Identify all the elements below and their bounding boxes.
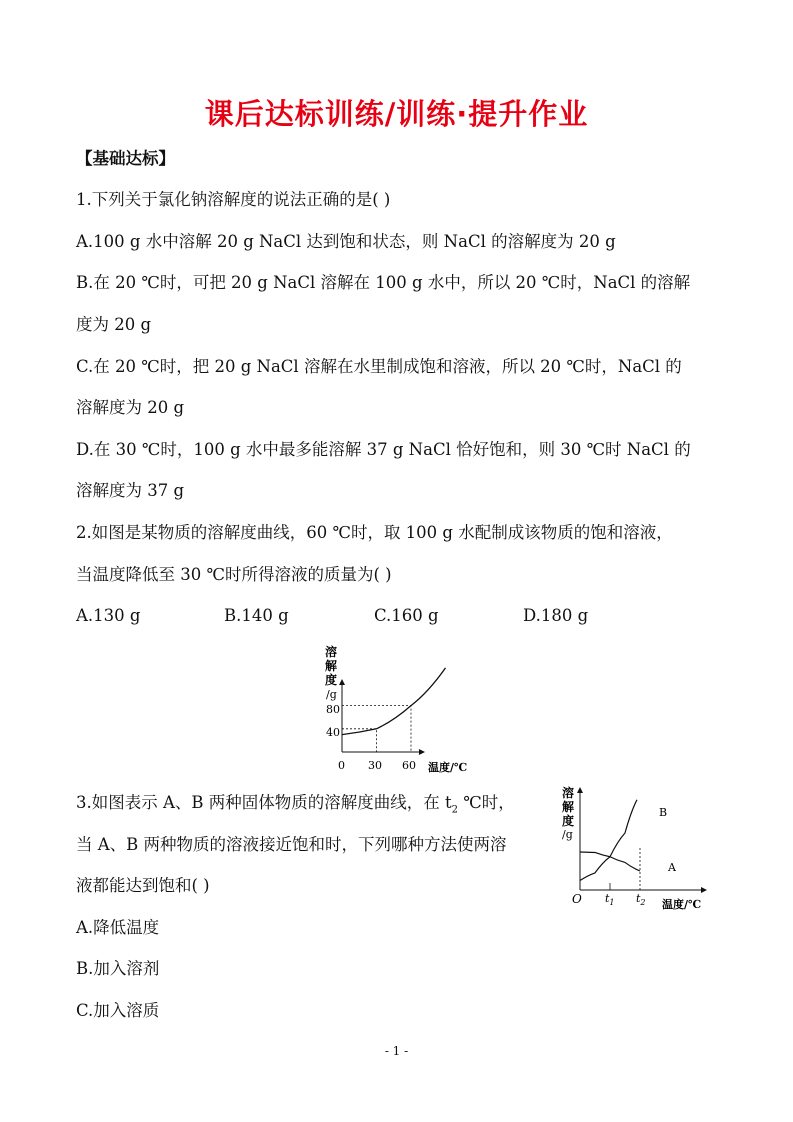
q1-option-d-line2: 溶解度为 37 g: [76, 481, 185, 500]
q2-option-c: C.160 g: [374, 606, 439, 625]
page-title: 课后达标训练/训练·提升作业: [204, 97, 589, 131]
q3-stem-end: ℃时，: [458, 793, 515, 812]
q3-stem-subscript: 2: [451, 804, 459, 816]
y-tick-label-40: 40: [326, 726, 340, 739]
y-label-char-1: 溶: [325, 645, 338, 659]
y-label-char-3: 度: [562, 814, 575, 828]
curve-b: [580, 800, 637, 881]
curve-a-label: A: [668, 861, 676, 874]
q3-stem-line1: [76, 793, 515, 820]
q2-solubility-chart: [318, 640, 478, 780]
origin-label: O: [572, 892, 582, 906]
q3-stem-line2: 当 A、B 两种物质的溶液接近饱和时，下列哪种方法使两溶: [76, 835, 507, 854]
solubility-curve: [342, 668, 446, 735]
q2-option-a: A.130 g: [76, 606, 141, 625]
q2-stem-line1: 2.如图是某物质的溶解度曲线，60 ℃时，取 100 g 水配制成该物质的饱和溶液，: [76, 523, 673, 542]
section-heading: 【基础达标】: [76, 149, 175, 168]
q1-option-b-line1: B.在 20 ℃时，可把 20 g NaCl 溶解在 100 g 水中，所以 20 ℃时，NaCl 的溶解: [76, 273, 691, 292]
q1-option-d-line1: D.在 30 ℃时，100 g 水中最多能溶解 37 g NaCl 恰好饱和，则 30 ℃时 NaCl 的: [76, 440, 691, 459]
q3-option-c: C.加入溶质: [76, 1001, 160, 1020]
q1-option-c-line2: 溶解度为 20 g: [76, 398, 185, 417]
q3-stem-line3: 液都能达到饱和( ): [76, 876, 210, 895]
q2-stem-line2: 当温度降低至 30 ℃时所得溶液的质量为( ): [76, 565, 392, 584]
curve-b-label: B: [659, 806, 668, 819]
q1-option-b-line2: 度为 20 g: [76, 315, 152, 334]
y-label-char-2: 解: [325, 659, 338, 673]
q2-option-d: D.180 g: [523, 606, 589, 625]
y-tick-label-80: 80: [326, 703, 340, 716]
q3-option-a: A.降低温度: [76, 918, 160, 937]
x-tick-t2: [636, 892, 646, 907]
x-tick-label-60: 60: [402, 759, 416, 772]
curve-a: [580, 852, 640, 871]
y-label-char-2: 解: [562, 800, 575, 814]
q3-solubility-chart: [558, 780, 718, 915]
q1-stem: 1.下列关于氯化钠溶解度的说法正确的是( ): [76, 190, 391, 209]
y-label-unit: /g: [326, 688, 337, 701]
y-label-char-1: 溶: [562, 786, 575, 800]
x-axis-label: 温度/℃: [428, 761, 468, 774]
x-tick-t1: [605, 892, 615, 907]
origin-label: 0: [338, 759, 345, 772]
x-tick-t2-base: t: [636, 892, 641, 905]
q3-stem-text: 3.如图表示 A、B 两种固体物质的溶解度曲线，在 t: [76, 793, 452, 812]
y-label-unit: /g: [562, 828, 573, 841]
q1-option-a: A.100 g 水中溶解 20 g NaCl 达到饱和状态，则 NaCl 的溶解度为 20 g: [76, 232, 616, 251]
x-tick-t2-sub: 2: [640, 898, 646, 907]
x-axis-label: 温度/℃: [662, 898, 702, 911]
y-label-char-3: 度: [325, 673, 338, 687]
q3-option-b: B.加入溶剂: [76, 959, 160, 978]
page-number: - 1 -: [384, 1044, 409, 1058]
x-tick-t1-base: t: [605, 892, 610, 905]
q2-option-b: B.140 g: [224, 606, 289, 625]
q1-option-c-line1: C.在 20 ℃时，把 20 g NaCl 溶解在水里制成饱和溶液，所以 20 ℃时，NaCl 的: [76, 357, 682, 376]
x-tick-t1-sub: 1: [609, 898, 615, 907]
x-tick-label-30: 30: [368, 759, 382, 772]
